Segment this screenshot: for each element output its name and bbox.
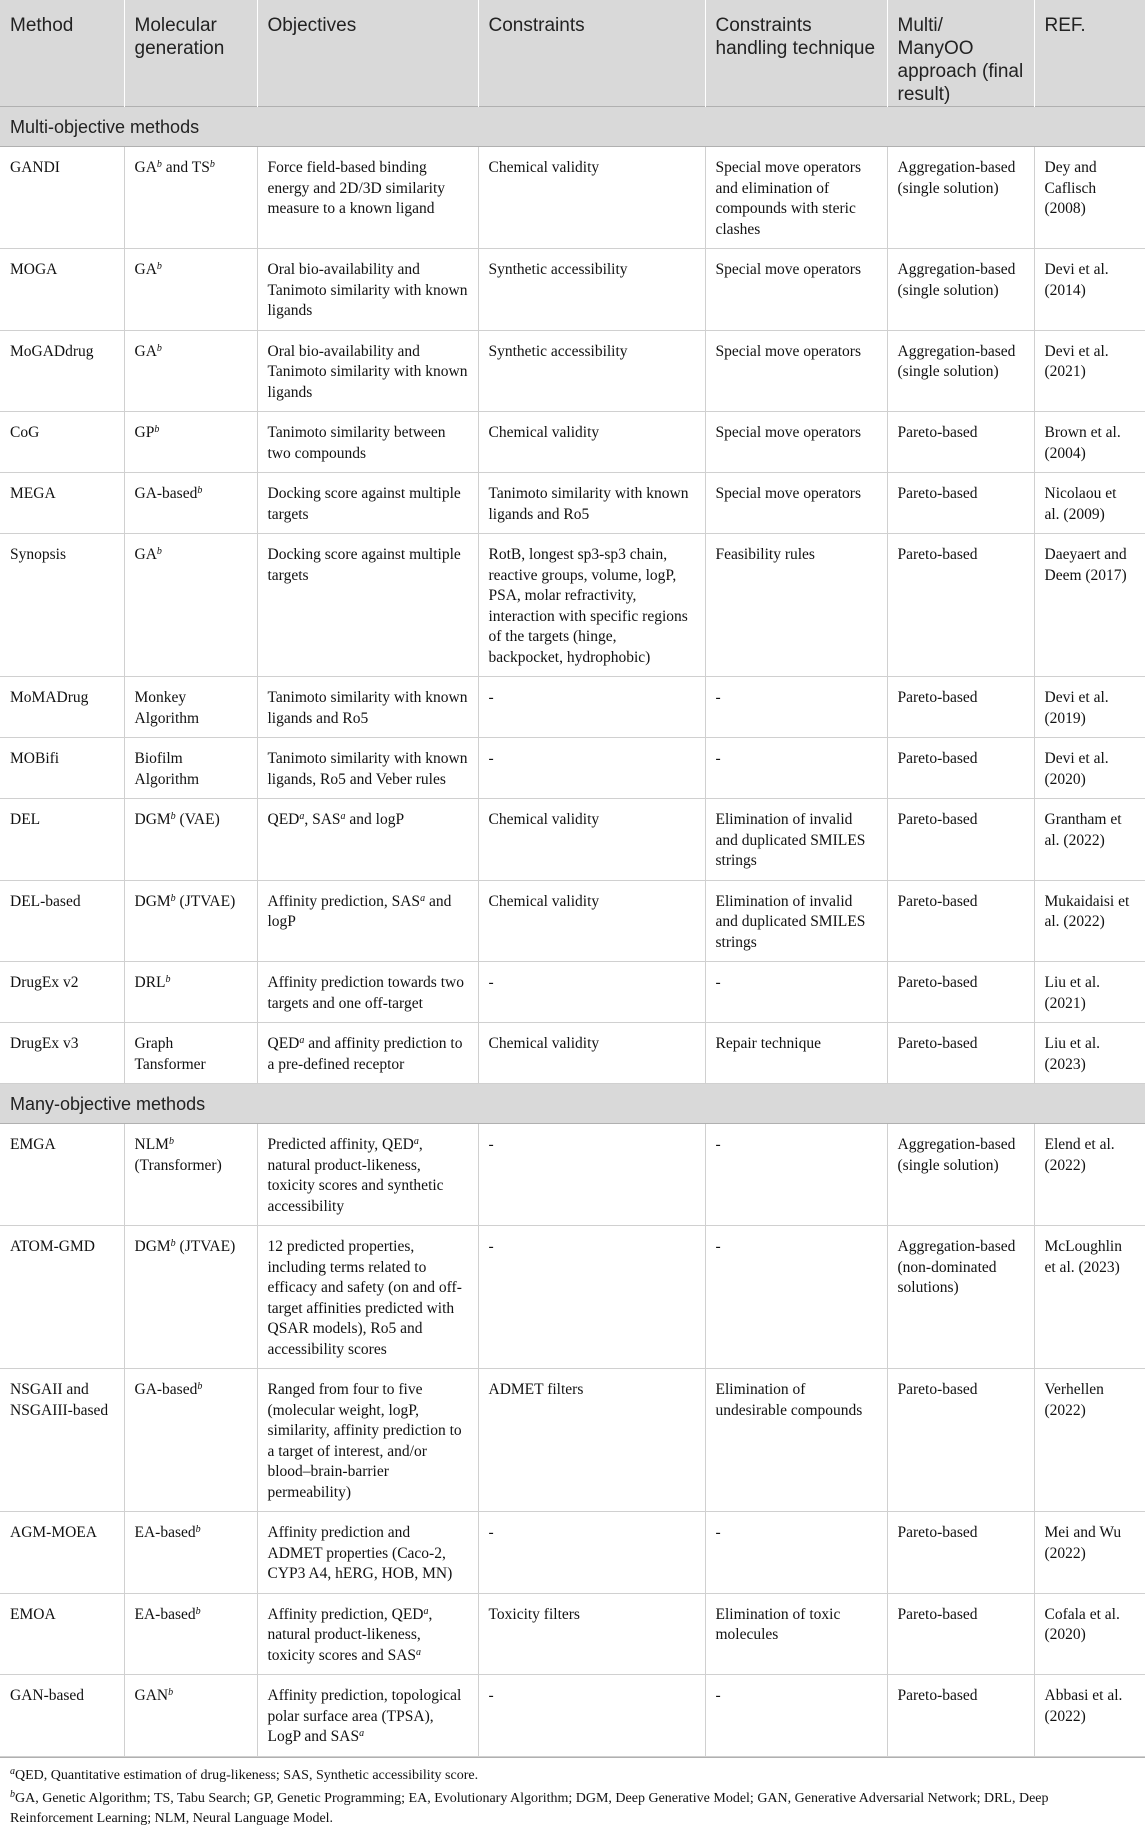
footnote-marker: b bbox=[170, 811, 176, 822]
table-header bbox=[0, 0, 1145, 107]
cell-ref: Devi et al. (2021) bbox=[1034, 330, 1145, 412]
footnote-marker: b bbox=[197, 1381, 203, 1392]
footnote-marker: b bbox=[154, 424, 160, 435]
table-row bbox=[0, 412, 1145, 473]
cell-constraints-handling: Feasibility rules bbox=[705, 534, 887, 677]
footnote-marker: b bbox=[197, 485, 203, 496]
table-row bbox=[0, 330, 1145, 412]
cell-constraints: - bbox=[478, 1675, 705, 1757]
cell-constraints: Synthetic accessibility bbox=[478, 249, 705, 331]
cell-molecular-generation: Biofilm Algorithm bbox=[124, 738, 257, 799]
cell-ref: Abbasi et al. (2022) bbox=[1034, 1675, 1145, 1757]
cell-ref: Cofala et al. (2020) bbox=[1034, 1593, 1145, 1675]
cell-objectives: Affinity prediction and ADMET properties (Caco-2, CYP3 A4, hERG, HOB, MN) bbox=[257, 1512, 478, 1594]
cell-method: EMGA bbox=[0, 1124, 124, 1226]
footnote-marker: b bbox=[170, 892, 176, 904]
cell-objectives: Affinity prediction towards two targets and one off-target bbox=[257, 962, 478, 1023]
cell-ref: Liu et al. (2021) bbox=[1034, 962, 1145, 1023]
cell-constraints-handling: Special move operators and elimination of compounds with steric clashes bbox=[705, 147, 887, 249]
cell-molecular-generation: $GA^b$ and $TS^b$ bbox=[124, 147, 257, 249]
cell-constraints-handling: Special move operators bbox=[705, 473, 887, 534]
cell-ref: Nicolaou et al. (2009) bbox=[1034, 473, 1145, 534]
cell-ref: Liu et al. (2023) bbox=[1034, 1023, 1145, 1084]
cell-constraints: - bbox=[478, 962, 705, 1023]
footnote-marker: b bbox=[156, 546, 162, 557]
cell-molecular-generation: DRL$^b$ bbox=[124, 962, 257, 1023]
cell-method: MoGADdrug bbox=[0, 330, 124, 412]
footnote-marker: b bbox=[10, 1788, 15, 1800]
table-row bbox=[0, 473, 1145, 534]
footnote-marker: a bbox=[413, 1136, 419, 1147]
cell-constraints-handling: Elimination of invalid and duplicated SMILES strings bbox=[705, 799, 887, 881]
cell-objectives: Force field-based binding energy and 2D/3D similarity measure to a known ligand bbox=[257, 147, 478, 249]
table-row bbox=[0, 799, 1145, 881]
footnote-marker: b bbox=[170, 1238, 176, 1249]
cell-ref: Dey and Caflisch (2008) bbox=[1034, 147, 1145, 249]
cell-objectives: Affinity prediction, QED$^a$, natural product-likeness, toxicity scores and SAS$^a$ bbox=[257, 1593, 478, 1675]
footnote-marker: b bbox=[156, 261, 162, 272]
table-row bbox=[0, 1124, 1145, 1226]
header-row bbox=[0, 0, 1145, 107]
cell-constraints: Tanimoto similarity with known ligands and Ro5 bbox=[478, 473, 705, 534]
cell-constraints: Chemical validity bbox=[478, 880, 705, 962]
cell-constraints: Chemical validity bbox=[478, 799, 705, 881]
cell-ref: Devi et al. (2020) bbox=[1034, 738, 1145, 799]
table-row bbox=[0, 962, 1145, 1023]
cell-objectives: QED$^a$, SAS$^a$ and logP bbox=[257, 799, 478, 881]
cell-method: GAN-based bbox=[0, 1675, 124, 1757]
footnote-marker: a bbox=[299, 1035, 305, 1046]
table-row bbox=[0, 738, 1145, 799]
cell-approach: Aggregation-based (single solution) bbox=[887, 1124, 1034, 1226]
cell-method: MOBifi bbox=[0, 738, 124, 799]
cell-ref: Daeyaert and Deem (2017) bbox=[1034, 534, 1145, 677]
table-row bbox=[0, 147, 1145, 249]
cell-constraints: Synthetic accessibility bbox=[478, 330, 705, 412]
header-ref: REF. bbox=[1034, 0, 1145, 107]
footnote-marker: a bbox=[423, 1605, 429, 1617]
cell-molecular-generation: $GA^b$ bbox=[124, 534, 257, 677]
cell-constraints-handling: - bbox=[705, 1675, 887, 1757]
footnote-marker: b bbox=[209, 159, 215, 170]
cell-approach: Pareto-based bbox=[887, 412, 1034, 473]
cell-approach: Pareto-based bbox=[887, 1369, 1034, 1512]
footnote-marker: b bbox=[165, 974, 171, 985]
section-header-row bbox=[0, 107, 1145, 147]
table-body bbox=[0, 107, 1145, 1757]
cell-approach: Pareto-based bbox=[887, 677, 1034, 738]
footnote-marker: a bbox=[420, 892, 426, 904]
cell-approach: Pareto-based bbox=[887, 1593, 1034, 1675]
footnote-marker: a bbox=[299, 811, 305, 822]
cell-molecular-generation: $GA^b$ bbox=[124, 249, 257, 331]
cell-ref: Devi et al. (2014) bbox=[1034, 249, 1145, 331]
cell-constraints: Toxicity filters bbox=[478, 1593, 705, 1675]
table-row bbox=[0, 880, 1145, 962]
cell-approach: Pareto-based bbox=[887, 1512, 1034, 1594]
cell-method: GANDI bbox=[0, 147, 124, 249]
cell-objectives: Affinity prediction, topological polar surface area (TPSA), LogP and SAS$^a$ bbox=[257, 1675, 478, 1757]
cell-approach: Pareto-based bbox=[887, 799, 1034, 881]
table-row bbox=[0, 1512, 1145, 1594]
table-row bbox=[0, 1675, 1145, 1757]
cell-molecular-generation: DGM$^b$ (JTVAE) bbox=[124, 1226, 257, 1369]
table-row bbox=[0, 677, 1145, 738]
footnote-b: $^b$GA, Genetic Algorithm; TS, Tabu Search; GP, Genetic Programming; EA, Evolutionary Algorithm; DGM, Deep Generative Model; GAN, Generative Adversarial Network; DRL, Deep Reinforcement Learning; NLM, Neural Language Model. bbox=[10, 1788, 1049, 1826]
table-row bbox=[0, 1369, 1145, 1512]
header-method: Method bbox=[0, 0, 124, 107]
cell-constraints-handling: Special move operators bbox=[705, 412, 887, 473]
cell-constraints: Chemical validity bbox=[478, 1023, 705, 1084]
section-title: Multi-objective methods bbox=[0, 107, 1145, 147]
cell-molecular-generation: GA-based$^b$ bbox=[124, 1369, 257, 1512]
cell-objectives: Tanimoto similarity between two compounds bbox=[257, 412, 478, 473]
cell-method: AGM-MOEA bbox=[0, 1512, 124, 1594]
cell-objectives: Ranged from four to five (molecular weight, logP, similarity, affinity prediction to a target of interest, and/or blood–brain-barrier permeability) bbox=[257, 1369, 478, 1512]
footnote-marker: a bbox=[10, 1765, 15, 1777]
cell-constraints: - bbox=[478, 1124, 705, 1226]
cell-method: DrugEx v3 bbox=[0, 1023, 124, 1084]
cell-constraints-handling: Elimination of invalid and duplicated SMILES strings bbox=[705, 880, 887, 962]
cell-method: DrugEx v2 bbox=[0, 962, 124, 1023]
cell-approach: Pareto-based bbox=[887, 534, 1034, 677]
cell-approach: Pareto-based bbox=[887, 738, 1034, 799]
cell-molecular-generation: NLM$^b$ (Transformer) bbox=[124, 1124, 257, 1226]
footnote-marker: a bbox=[340, 811, 346, 822]
cell-molecular-generation: Monkey Algorithm bbox=[124, 677, 257, 738]
cell-method: NSGAII and NSGAIII-based bbox=[0, 1369, 124, 1512]
header-objectives: Objectives bbox=[257, 0, 478, 107]
cell-constraints-handling: Elimination of toxic molecules bbox=[705, 1593, 887, 1675]
cell-ref: Brown et al. (2004) bbox=[1034, 412, 1145, 473]
table-row bbox=[0, 1023, 1145, 1084]
section-title: Many-objective methods bbox=[0, 1084, 1145, 1124]
cell-approach: Pareto-based bbox=[887, 962, 1034, 1023]
cell-approach: Pareto-based bbox=[887, 1675, 1034, 1757]
cell-constraints-handling: Elimination of undesirable compounds bbox=[705, 1369, 887, 1512]
cell-objectives: QED$^a$ and affinity prediction to a pre-defined receptor bbox=[257, 1023, 478, 1084]
cell-ref: Elend et al. (2022) bbox=[1034, 1124, 1145, 1226]
cell-ref: Grantham et al. (2022) bbox=[1034, 799, 1145, 881]
cell-objectives: Tanimoto similarity with known ligands, Ro5 and Veber rules bbox=[257, 738, 478, 799]
cell-molecular-generation: DGM$^b$ (JTVAE) bbox=[124, 880, 257, 962]
cell-constraints-handling: Repair technique bbox=[705, 1023, 887, 1084]
cell-ref: Verhellen (2022) bbox=[1034, 1369, 1145, 1512]
cell-approach: Aggregation-based (non-dominated solutions) bbox=[887, 1226, 1034, 1369]
footnote-marker: a bbox=[416, 1646, 422, 1658]
table-row bbox=[0, 1226, 1145, 1369]
cell-objectives: 12 predicted properties, including terms related to efficacy and safety (on and off-target affinities predicted with QSAR models), Ro5 and accessibility scores bbox=[257, 1226, 478, 1369]
cell-objectives: Predicted affinity, QED$^a$, natural product-likeness, toxicity scores and synthetic accessibility bbox=[257, 1124, 478, 1226]
cell-molecular-generation: Graph Tansformer bbox=[124, 1023, 257, 1084]
cell-method: CoG bbox=[0, 412, 124, 473]
cell-constraints: Chemical validity bbox=[478, 412, 705, 473]
cell-method: MoMADrug bbox=[0, 677, 124, 738]
table-row bbox=[0, 1593, 1145, 1675]
cell-ref: Mei and Wu (2022) bbox=[1034, 1512, 1145, 1594]
cell-objectives: Oral bio-availability and Tanimoto similarity with known ligands bbox=[257, 249, 478, 331]
cell-objectives: Docking score against multiple targets bbox=[257, 473, 478, 534]
cell-approach: Aggregation-based (single solution) bbox=[887, 249, 1034, 331]
cell-constraints-handling: - bbox=[705, 962, 887, 1023]
cell-molecular-generation: GA-based$^b$ bbox=[124, 473, 257, 534]
cell-method: EMOA bbox=[0, 1593, 124, 1675]
cell-constraints: Chemical validity bbox=[478, 147, 705, 249]
cell-method: MOGA bbox=[0, 249, 124, 331]
cell-method: DEL bbox=[0, 799, 124, 881]
cell-constraints: - bbox=[478, 738, 705, 799]
header-constraints: Constraints bbox=[478, 0, 705, 107]
cell-objectives: Docking score against multiple targets bbox=[257, 534, 478, 677]
cell-ref: McLoughlin et al. (2023) bbox=[1034, 1226, 1145, 1369]
table-row bbox=[0, 534, 1145, 677]
footnote-marker: b bbox=[195, 1605, 201, 1617]
footnotes bbox=[0, 1757, 1145, 1829]
cell-ref: Mukaidaisi et al. (2022) bbox=[1034, 880, 1145, 962]
header-molecular-generation: Molecular generation bbox=[124, 0, 257, 107]
cell-constraints: - bbox=[478, 1226, 705, 1369]
cell-objectives: Affinity prediction, SAS$^a$ and logP bbox=[257, 880, 478, 962]
cell-molecular-generation: GAN$^b$ bbox=[124, 1675, 257, 1757]
footnote-marker: b bbox=[168, 1136, 174, 1147]
footnote-marker: a bbox=[359, 1728, 365, 1739]
footnote-a: $^a$QED, Quantitative estimation of drug-likeness; SAS, Synthetic accessibility score. bbox=[10, 1765, 479, 1783]
cell-approach: Aggregation-based (single solution) bbox=[887, 147, 1034, 249]
cell-method: DEL-based bbox=[0, 880, 124, 962]
cell-constraints: RotB, longest sp3-sp3 chain, reactive groups, volume, logP, PSA, molar refractivity, interaction with specific regions of the targets (hinge, backpocket, hydrophobic) bbox=[478, 534, 705, 677]
cell-constraints: ADMET filters bbox=[478, 1369, 705, 1512]
cell-objectives: Tanimoto similarity with known ligands and Ro5 bbox=[257, 677, 478, 738]
footnote-marker: b bbox=[156, 342, 162, 354]
cell-approach: Aggregation-based (single solution) bbox=[887, 330, 1034, 412]
table-row bbox=[0, 249, 1145, 331]
cell-constraints-handling: - bbox=[705, 677, 887, 738]
cell-molecular-generation: EA-based$^b$ bbox=[124, 1512, 257, 1594]
cell-method: MEGA bbox=[0, 473, 124, 534]
cell-approach: Pareto-based bbox=[887, 880, 1034, 962]
header-approach: Multi/ ManyOO approach (final result) bbox=[887, 0, 1034, 107]
footnote-marker: b bbox=[195, 1524, 201, 1535]
cell-constraints: - bbox=[478, 1512, 705, 1594]
footnote-marker: b bbox=[168, 1687, 174, 1698]
cell-constraints-handling: Special move operators bbox=[705, 330, 887, 412]
cell-constraints-handling: Special move operators bbox=[705, 249, 887, 331]
cell-molecular-generation: $GP^b$ bbox=[124, 412, 257, 473]
section-header-row bbox=[0, 1084, 1145, 1124]
footnote-marker: b bbox=[156, 159, 162, 170]
cell-method: ATOM-GMD bbox=[0, 1226, 124, 1369]
cell-constraints-handling: - bbox=[705, 738, 887, 799]
cell-constraints-handling: - bbox=[705, 1124, 887, 1226]
cell-objectives: Oral bio-availability and Tanimoto similarity with known ligands bbox=[257, 330, 478, 412]
cell-constraints: - bbox=[478, 677, 705, 738]
cell-molecular-generation: EA-based$^b$ bbox=[124, 1593, 257, 1675]
cell-constraints-handling: - bbox=[705, 1226, 887, 1369]
cell-approach: Pareto-based bbox=[887, 1023, 1034, 1084]
cell-ref: Devi et al. (2019) bbox=[1034, 677, 1145, 738]
header-constraints-handling: Constraints handling technique bbox=[705, 0, 887, 107]
cell-constraints-handling: - bbox=[705, 1512, 887, 1594]
cell-molecular-generation: $GA^b$ bbox=[124, 330, 257, 412]
cell-method: Synopsis bbox=[0, 534, 124, 677]
cell-molecular-generation: DGM$^b$ (VAE) bbox=[124, 799, 257, 881]
cell-approach: Pareto-based bbox=[887, 473, 1034, 534]
